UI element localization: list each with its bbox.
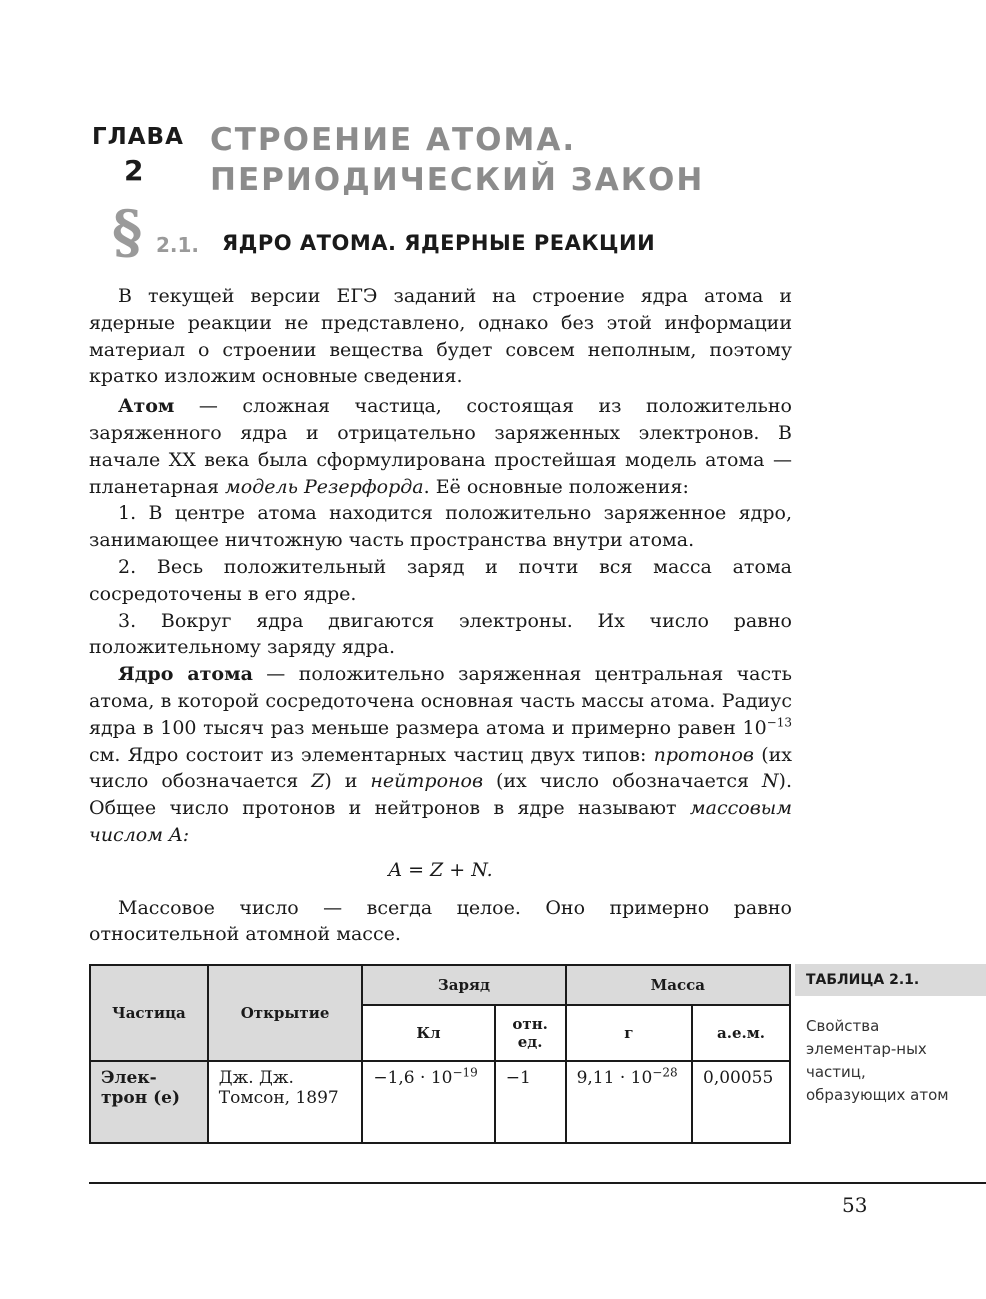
paragraph-atom-text: — сложная частица, состоящая из положительно заряженного ядра и отрицательно заряженных электронов. В начале XX века была сформулирована простейшая модель атома — планетарная [89, 395, 792, 498]
term-neutrons: нейтронов [370, 770, 484, 793]
cell-particle: Элек-трон (e) [90, 1061, 208, 1143]
table-row [90, 1061, 790, 1143]
chapter-title [210, 120, 704, 200]
body-text [89, 283, 792, 948]
paragraph-intro: В текущей версии ЕГЭ заданий на строение ядра атома и ядерные реакции не представлено, однако без этой информации материал о строении вещества будет совсем неполным, поэтому кратко изложим основные сведения. [89, 285, 792, 388]
charge-c-value: −1,6 · 10 [373, 1068, 453, 1088]
header-discovery: Открытие [208, 965, 363, 1061]
section-sign: § [112, 198, 143, 266]
chapter-title-line2: ПЕРИОДИЧЕСКИЙ ЗАКОН [210, 162, 705, 198]
header-amu: а.е.м. [692, 1005, 790, 1061]
nucleus-text-c: (их число обозначается [89, 743, 792, 793]
list-item-2: 2. Весь положительный заряд и почти вся масса атома сосредоточены в его ядре. [89, 555, 792, 605]
nucleus-text-f: ). Общее число протонов и нейтронов в ядре называют [89, 770, 792, 820]
section-number: 2.1. [156, 233, 200, 257]
term-nucleus: Ядро атома [118, 663, 253, 686]
paragraph-atom [89, 393, 792, 500]
paragraph-nucleus [89, 661, 792, 849]
paragraph-mass-number: Массовое число — всегда целое. Оно примерно равно относительной атомной массе. [89, 896, 792, 946]
mass-g-value: 9,11 · 10 [576, 1068, 653, 1088]
cell-charge-rel: −1 [495, 1061, 566, 1143]
term-rutherford-model: модель Резерфорда [225, 475, 424, 498]
page-number: 53 [842, 1193, 868, 1217]
cell-discovery: Дж. Дж. Томсон, 1897 [208, 1061, 363, 1143]
section-title: ЯДРО АТОМА. ЯДЕРНЫЕ РЕАКЦИИ [222, 231, 656, 255]
charge-c-exponent: −19 [452, 1065, 478, 1080]
cell-mass-g [566, 1061, 692, 1143]
formula: A = Z + N. [388, 858, 493, 881]
table-caption: Свойства элементар-ных частиц, образующих атом [806, 1017, 949, 1104]
header-mass: Масса [566, 965, 790, 1005]
chapter-title-line1: СТРОЕНИЕ АТОМА. [210, 122, 577, 158]
header-particle: Частица [90, 965, 208, 1061]
chapter-number: 2 [124, 154, 144, 187]
list-item-3: 3. Вокруг ядра двигаются электроны. Их число равно положительному заряду ядра. [89, 609, 792, 659]
table-tag: ТАБЛИЦА 2.1. [795, 964, 986, 996]
header-rel-units: отн. ед. [495, 1005, 566, 1061]
nucleus-exponent: −13 [766, 715, 792, 730]
header-gram: г [566, 1005, 692, 1061]
nucleus-text-b: см. Ядро состоит из элементарных частиц двух типов: [89, 743, 654, 766]
mass-g-exponent: −28 [652, 1065, 678, 1080]
particles-table [89, 964, 791, 1144]
symbol-z: Z [311, 770, 325, 793]
term-atom: Атом [118, 395, 175, 418]
nucleus-text-d: ) и [324, 770, 371, 793]
header-charge: Заряд [362, 965, 565, 1005]
cell-charge-c [362, 1061, 494, 1143]
nucleus-text-a: — положительно заряженная центральная часть атома, в которой сосредоточена основная часть массы атома. Радиус ядра в 100 тысяч раз меньше размера атома и примерно равен 10 [89, 663, 792, 739]
header-coulomb: Кл [362, 1005, 494, 1061]
list-item-1: 1. В центре атома находится положительно заряженное ядро, занимающее ничтожную часть пространства внутри атома. [89, 502, 792, 552]
paragraph-atom-tail: . Её основные положения: [423, 475, 689, 498]
cell-mass-amu: 0,00055 [692, 1061, 790, 1143]
term-mass-number: массовым числом A: [89, 797, 792, 846]
term-protons: протонов [653, 743, 754, 766]
nucleus-text-e: (их число обозначается [483, 770, 762, 793]
symbol-n: N [761, 770, 779, 793]
chapter-label: ГЛАВА [92, 124, 184, 150]
footer-divider [89, 1182, 986, 1184]
